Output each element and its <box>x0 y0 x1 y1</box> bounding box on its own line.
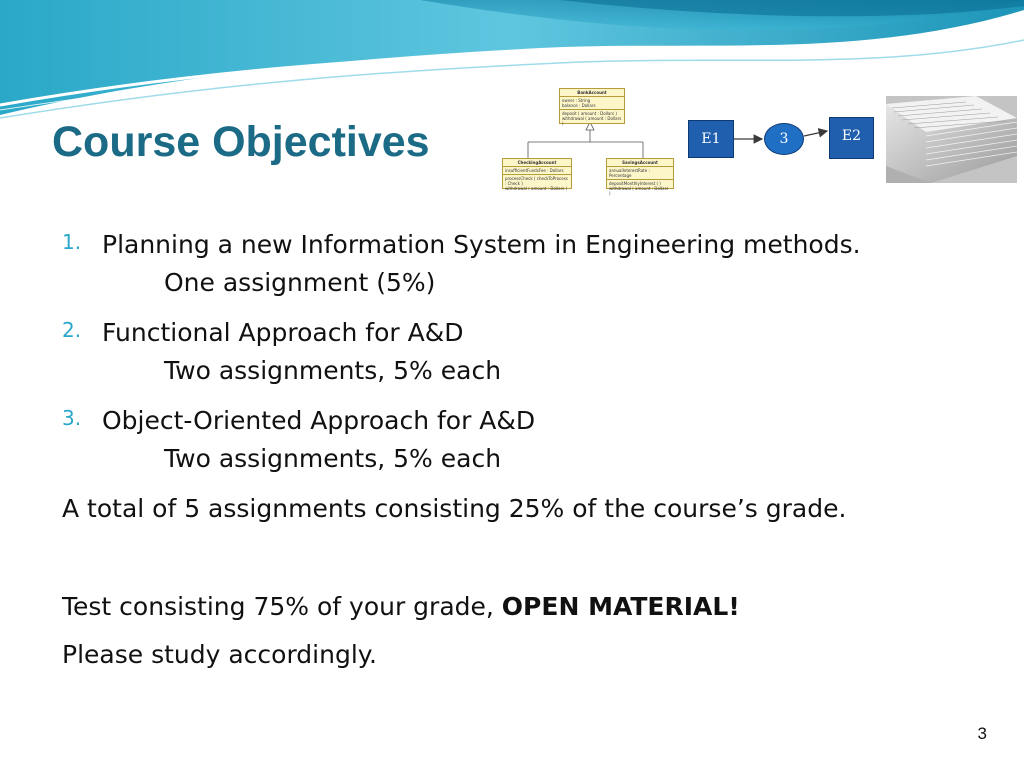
closing-text: Please study accordingly. <box>62 640 377 669</box>
uml-method: processCheck ( checkToProcess : Check ) <box>505 176 568 186</box>
uml-attribute: owner : String <box>562 98 591 103</box>
uml-class-checkingaccount <box>502 158 572 189</box>
objective-number: 3. <box>62 406 82 430</box>
uml-attribute: balance : Dollars <box>562 103 596 108</box>
objective-item <box>62 312 982 392</box>
objective-subtext: Two assignments, 5% each <box>164 356 502 385</box>
objective-subtext: One assignment (5%) <box>164 268 436 297</box>
flow-node-e1: E1 <box>688 120 734 158</box>
uml-class-bankaccount <box>559 88 625 124</box>
uml-method: depositMonthlyInterest ( ) <box>609 181 661 186</box>
objective-content <box>102 312 982 392</box>
test-line-emphasis: OPEN MATERIAL! <box>501 592 740 621</box>
uml-method: withdrawal ( amount : Dollars ) <box>609 186 669 196</box>
uml-method: withdrawal ( amount : Dollars ) <box>562 116 622 126</box>
uml-attributes <box>503 167 571 175</box>
summary-text: A total of 5 assignments consisting 25% of the course’s grade. <box>62 494 847 523</box>
slide-title: Course Objectives <box>52 118 430 166</box>
objective-number: 1. <box>62 230 82 254</box>
uml-method: deposit ( amount : Dollars ) <box>562 111 617 116</box>
uml-class-diagram <box>498 86 676 196</box>
objective-item <box>62 224 982 304</box>
test-line <box>62 586 982 628</box>
uml-methods <box>607 180 673 197</box>
uml-class-savingsaccount <box>606 158 674 196</box>
objective-content <box>102 224 982 304</box>
uml-methods <box>560 110 624 127</box>
objective-text: Functional Approach for A&D <box>102 318 464 347</box>
page-number: 3 <box>977 724 987 743</box>
uml-class-name: BankAccount <box>560 89 624 97</box>
uml-attribute: annualInterestRate : Percentage <box>609 168 650 178</box>
uml-class-name: CheckingAccount <box>503 159 571 167</box>
uml-attribute: insufficientFundsFee : Dollars <box>505 168 564 173</box>
test-line-prefix: Test consisting 75% of your grade, <box>62 592 502 621</box>
objective-text: Object-Oriented Approach for A&D <box>102 406 536 435</box>
slide-body <box>62 224 982 676</box>
uml-attributes <box>560 97 624 110</box>
flow-node-e2: E2 <box>829 117 874 159</box>
uml-methods <box>503 175 571 192</box>
flow-node-3: 3 <box>764 123 804 155</box>
objective-item <box>62 400 982 480</box>
objective-text: Planning a new Information System in Engineering methods. <box>102 230 861 259</box>
paper-stack-image <box>886 96 1017 183</box>
uml-attributes <box>607 167 673 180</box>
objective-subtext: Two assignments, 5% each <box>164 444 502 473</box>
uml-class-name: SavingsAccount <box>607 159 673 167</box>
objective-content <box>102 400 982 480</box>
uml-method: withdrawal ( amount : Dollars ) <box>505 186 568 191</box>
objective-number: 2. <box>62 318 82 342</box>
